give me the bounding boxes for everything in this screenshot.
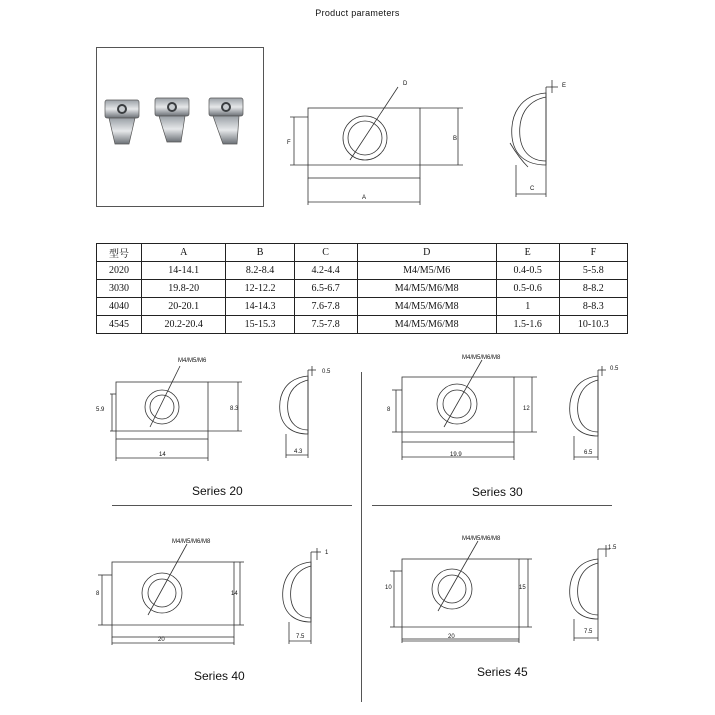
thread-label: M4/M5/M6/M8 [172, 539, 211, 545]
left-dim: 8 [387, 407, 391, 413]
table-row [97, 262, 628, 280]
table-cell: 10-10.3 [559, 316, 627, 334]
top-e-dim: 0.5 [610, 366, 619, 372]
left-dim: 10 [385, 585, 392, 591]
height-dim: 15 [519, 585, 526, 591]
width-dim: 19.9 [450, 452, 462, 458]
table-cell: M4/M5/M6 [357, 262, 496, 280]
side-c-dim: 7.5 [584, 629, 593, 635]
width-dim: 14 [159, 452, 166, 458]
table-cell: 5-5.8 [559, 262, 627, 280]
series-30-front-diagram [382, 352, 552, 462]
table-cell: 7.5-7.8 [294, 316, 357, 334]
table-header: 型号 [97, 244, 142, 262]
page-title: Product parameters [315, 8, 400, 18]
thread-label: M4/M5/M6/M8 [462, 355, 501, 361]
series-30-side-diagram [560, 362, 620, 462]
divider-vertical [361, 372, 362, 702]
table-cell: 19.8-20 [142, 280, 226, 298]
table-row [97, 298, 628, 316]
width-dim: 20 [158, 637, 165, 643]
series-40-front-diagram [92, 537, 262, 647]
series-45-label: Series 45 [477, 665, 528, 679]
table-cell: 7.6-7.8 [294, 298, 357, 316]
series-20-side-diagram [272, 362, 332, 462]
parameter-table [96, 243, 628, 334]
table-row [97, 280, 628, 298]
table-cell: 2020 [97, 262, 142, 280]
height-dim: 14 [231, 591, 238, 597]
left-dim: 5.9 [96, 407, 105, 413]
label-a: A [362, 195, 367, 201]
table-header: E [496, 244, 559, 262]
table-row [97, 316, 628, 334]
height-dim: 12 [523, 406, 530, 412]
label-f: F [287, 140, 291, 146]
divider-horizontal-left [112, 505, 352, 506]
table-cell: 3030 [97, 280, 142, 298]
series-20-front-diagram [92, 357, 262, 457]
table-header: F [559, 244, 627, 262]
table-header: C [294, 244, 357, 262]
top-e-dim: 0.5 [322, 369, 331, 375]
table-cell: 4545 [97, 316, 142, 334]
table-cell: 4040 [97, 298, 142, 316]
label-e: E [562, 83, 567, 89]
table-header: B [226, 244, 294, 262]
divider-horizontal-right [372, 505, 612, 506]
series-45-side-diagram [560, 543, 620, 643]
top-e-dim: 1 [325, 550, 329, 556]
side-c-dim: 7.5 [296, 634, 305, 640]
table-cell: 14-14.1 [142, 262, 226, 280]
height-dim: 8.3 [230, 406, 239, 412]
table-cell: 8-8.3 [559, 298, 627, 316]
table-header: A [142, 244, 226, 262]
table-cell: 20.2-20.4 [142, 316, 226, 334]
table-cell: M4/M5/M6/M8 [357, 298, 496, 316]
table-cell: M4/M5/M6/M8 [357, 280, 496, 298]
side-c-dim: 4.3 [294, 449, 303, 455]
series-30-label: Series 30 [472, 485, 523, 499]
table-cell: 14-14.3 [226, 298, 294, 316]
top-side-view-diagram [500, 75, 590, 205]
table-cell: 4.2-4.4 [294, 262, 357, 280]
table-cell: 8-8.2 [559, 280, 627, 298]
t-nut-photo-illustration [97, 48, 265, 208]
side-c-dim: 6.5 [584, 450, 593, 456]
table-cell: 0.4-0.5 [496, 262, 559, 280]
thread-label: M4/M5/M6 [178, 358, 207, 364]
table-cell: 1.5-1.6 [496, 316, 559, 334]
series-40-label: Series 40 [194, 669, 245, 683]
top-e-dim: 1.5 [608, 545, 617, 551]
series-40-side-diagram [275, 546, 335, 646]
left-dim: 8 [96, 591, 100, 597]
table-cell: 20-20.1 [142, 298, 226, 316]
product-photo [96, 47, 264, 207]
table-cell: 8.2-8.4 [226, 262, 294, 280]
table-cell: 0.5-0.6 [496, 280, 559, 298]
table-cell: 12-12.2 [226, 280, 294, 298]
table-cell: M4/M5/M6/M8 [357, 316, 496, 334]
top-front-view-diagram [285, 75, 475, 215]
series-45-front-diagram [382, 533, 552, 643]
label-c: C [530, 186, 535, 192]
label-d: D [403, 81, 408, 87]
table-cell: 6.5-6.7 [294, 280, 357, 298]
series-20-label: Series 20 [192, 484, 243, 498]
table-header: D [357, 244, 496, 262]
width-dim: 20 [448, 634, 455, 640]
table-cell: 15-15.3 [226, 316, 294, 334]
thread-label: M4/M5/M6/M8 [462, 536, 501, 542]
label-b: B [453, 136, 458, 142]
table-header-row [97, 244, 628, 262]
table-cell: 1 [496, 298, 559, 316]
